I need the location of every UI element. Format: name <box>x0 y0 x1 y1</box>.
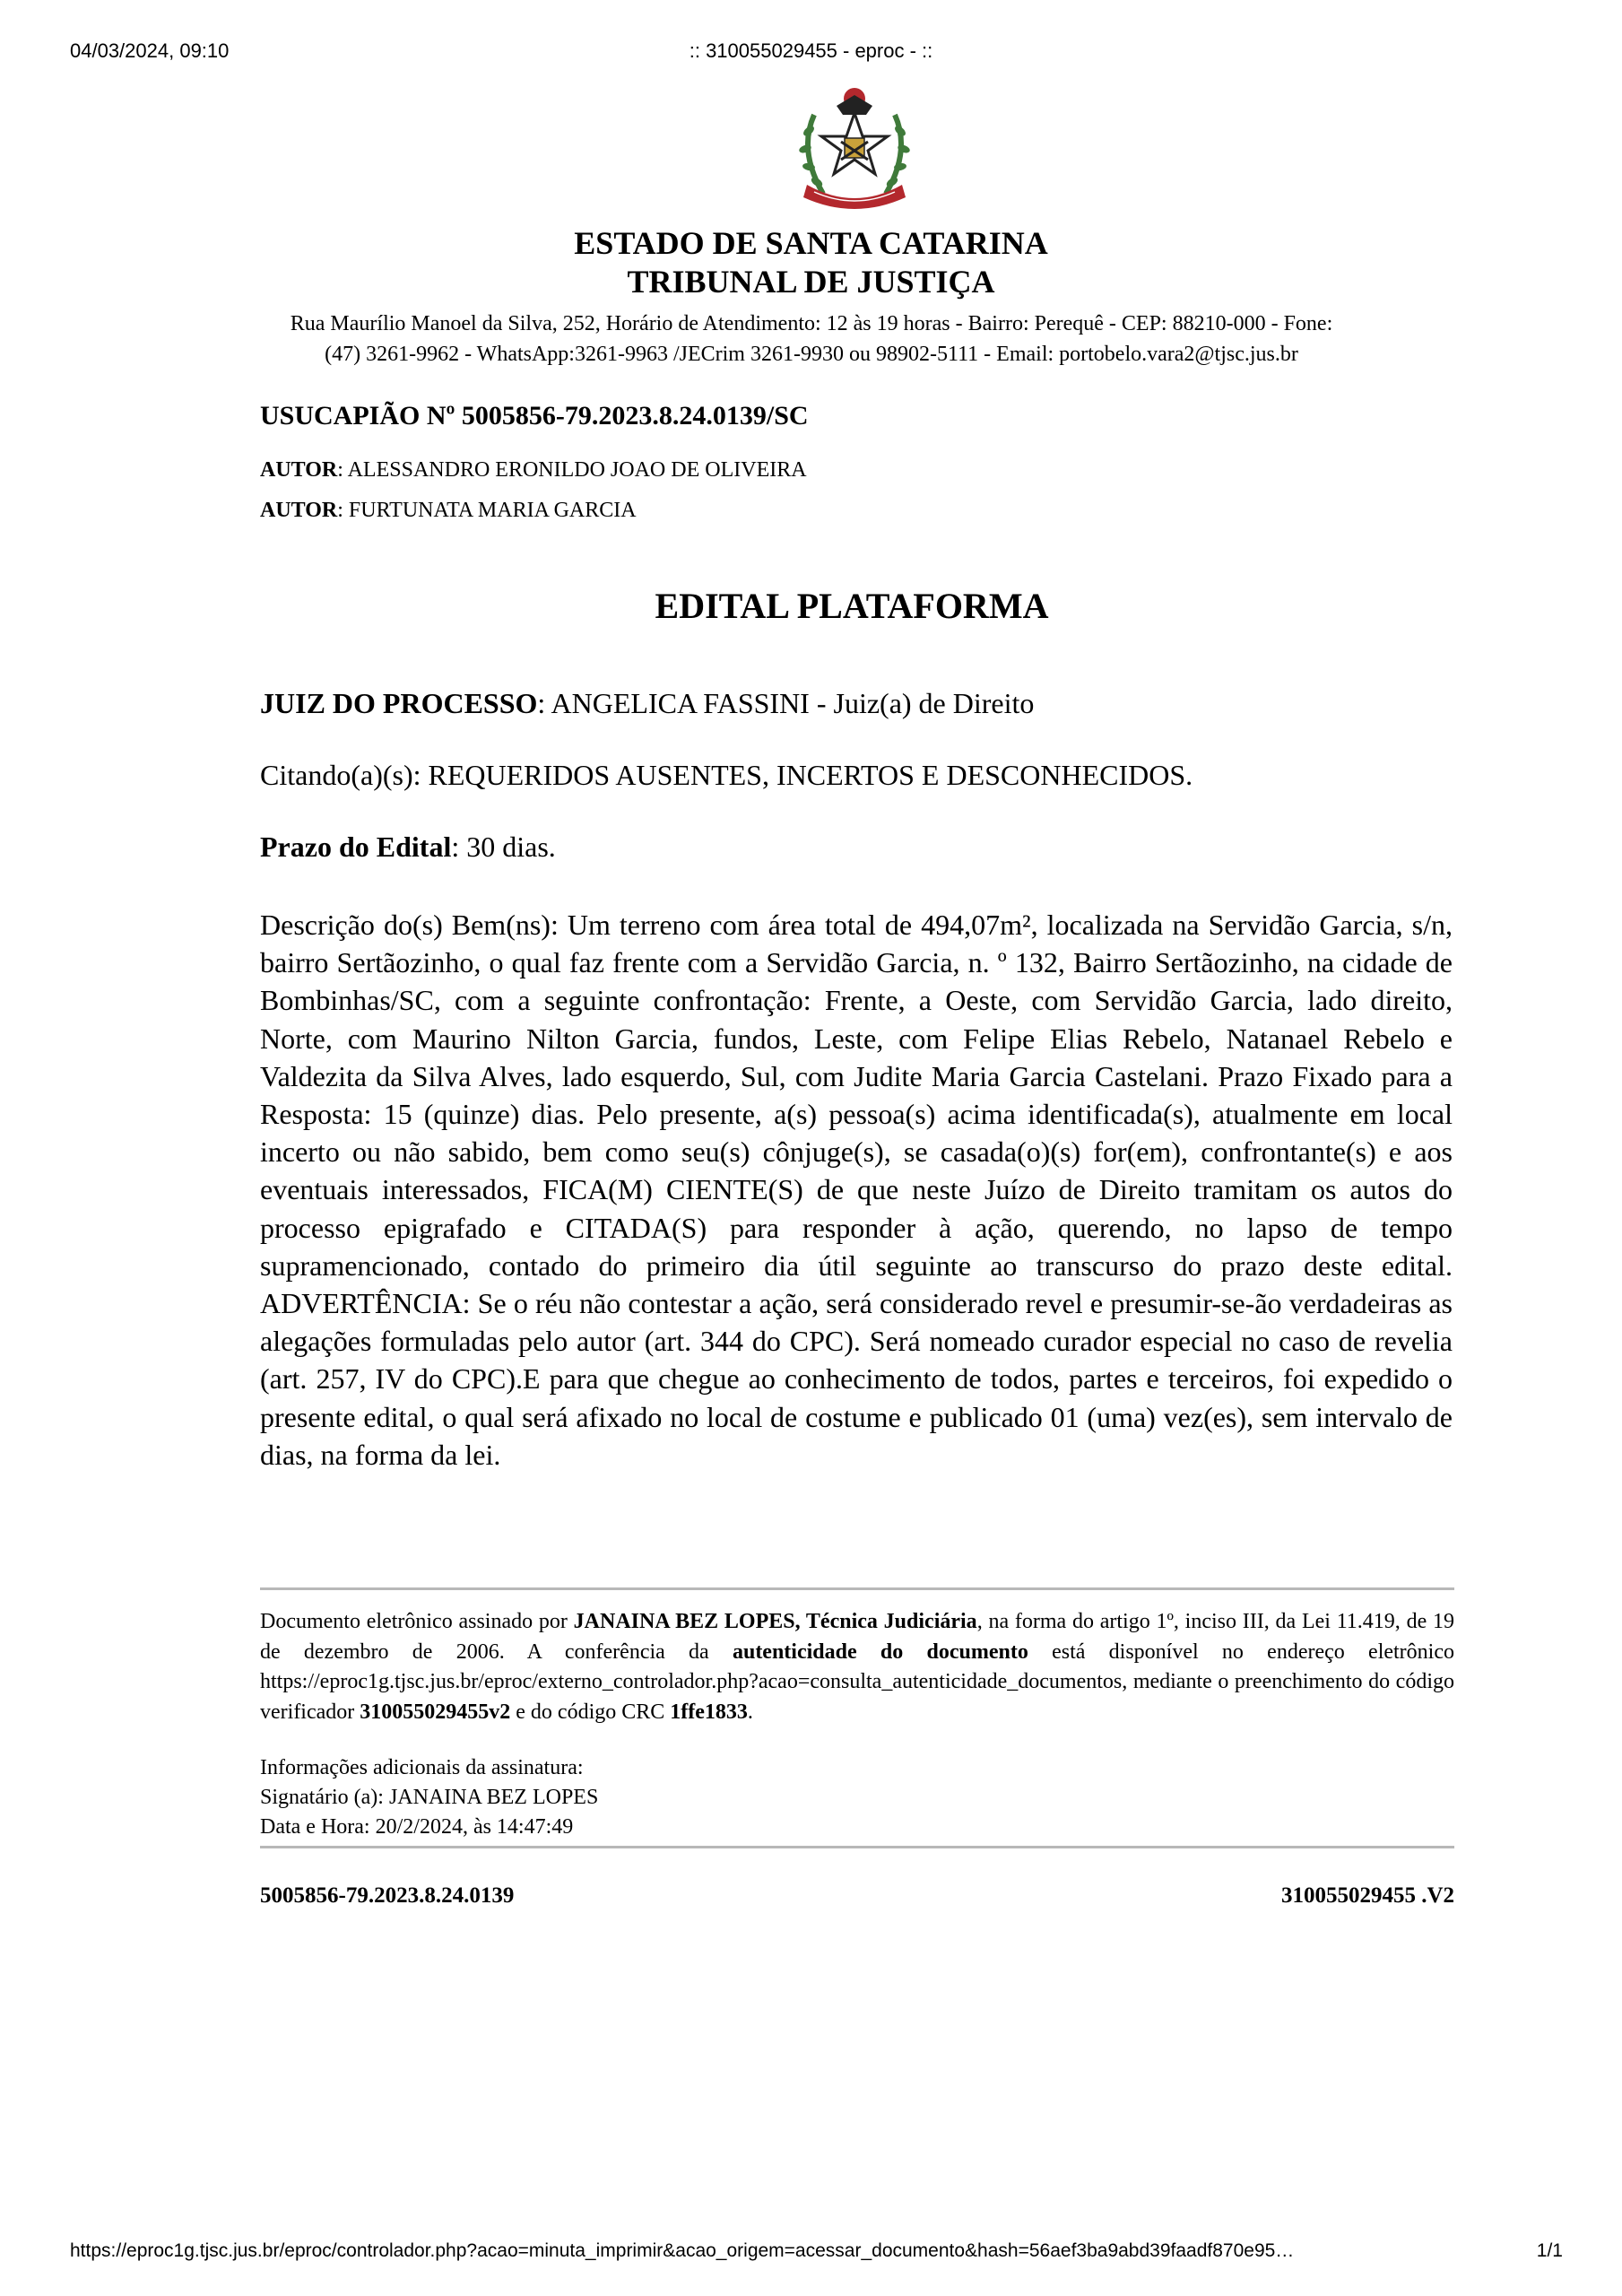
court-address <box>215 309 1408 370</box>
document-title: EDITAL PLATAFORMA <box>655 586 1049 626</box>
sig-text: e do código CRC <box>510 1700 671 1724</box>
divider <box>260 1846 1454 1848</box>
footer-process-number: 5005856-79.2023.8.24.0139 <box>260 1883 515 1908</box>
sig-text: , na forma do artigo 1º, inciso III, da Lei 11.419, de 19 de dezembro de 2006. A conferência da <box>260 1610 1454 1664</box>
footer-document-code: 310055029455 .V2 <box>1280 1883 1454 1908</box>
state-title: ESTADO DE SANTA CATARINA <box>574 225 1048 261</box>
coat-of-arms-icon <box>787 79 922 213</box>
signature-datetime: Data e Hora: 20/2/2024, às 14:47:49 <box>260 1815 574 1839</box>
electronic-signature-note <box>260 1607 1454 1727</box>
address-line-1: Rua Maurílio Manoel da Silva, 252, Horário de Atendimento: 12 às 19 horas - Bairro: Perequê - CEP: 88210-000 - Fone: <box>290 312 1333 335</box>
signer-name: JANAINA BEZ LOPES, Técnica Judiciária <box>573 1610 977 1633</box>
sig-text: está disponível no endereço eletrônico https://eproc1g.tjsc.jus.br/eproc/externo_controlador.php?acao=consulta_autenticidade_documentos, mediante o preenchimento do código verificador <box>260 1639 1454 1724</box>
sig-text: Documento eletrônico assinado por <box>260 1610 574 1633</box>
authenticity-label: autenticidade do documento <box>732 1639 1028 1664</box>
print-url: https://eproc1g.tjsc.jus.br/eproc/controlador.php?acao=minuta_imprimir&acao_origem=acessar_documento&hash=56aef3ba9abd39faadf870e95… <box>70 2240 1295 2261</box>
print-page-title: :: 310055029455 - eproc - :: <box>689 39 933 62</box>
case-number: USUCAPIÃO Nº 5005856-79.2023.8.24.0139/SC <box>260 401 809 430</box>
property-description: Descrição do(s) Bem(ns): Um terreno com área total de 494,07m², localizada na Servidão Garcia, s/n, bairro Sertãozinho, o qual faz frente com a Servidão Garcia, n. º 132, Bairro Sertãozinho, na cidade de Bombinhas/SC, com a seguinte confrontação: Frente, a Oeste, com Servidão Garcia, lado direito, Norte, com Maurino Nilton Garcia, fundos, Leste, com Felipe Elias Rebelo, Natanael Rebelo e Valdezita da Silva Alves, lado esquerdo, Sul, com Judite Maria Garcia Castelani. Prazo Fixado para a Resposta: 15 (quinze) dias. Pelo presente, a(s) pessoa(s) acima identificada(s), atualmente em local incerto ou não sabido, bem como seu(s) cônjuge(s), se casada(o)(s) for(em), confrontante(s) e aos eventuais interessados, FICA(M) CIENTE(S) de que neste Juízo de Direito tramitam os autos do processo epigrafado e CITADA(S) para responder à ação, querendo, no lapso de tempo supramencionado, contado do primeiro dia útil seguinte ao transcurso do prazo deste edital. ADVERTÊNCIA: Se o réu não contestar a ação, será considerado revel e presumir-se-ão verdadeiras as alegações formuladas pelo autor (art. 344 do CPC). Será nomeado curador especial no caso de revelia (art. 257, IV do CPC).E para que chegue ao conhecimento de todos, partes e terceiros, foi expedido o presente edital, o qual será afixado no local de costume e publicado 01 (uma) vez(es), sem intervalo de dias, na forma da lei. <box>260 909 1453 1471</box>
signatory: Signatário (a): JANAINA BEZ LOPES <box>260 1786 599 1809</box>
sig-text: . <box>747 1700 753 1724</box>
party-role: AUTOR <box>260 458 338 482</box>
address-line-2: (47) 3261-9962 - WhatsApp:3261-9963 /JECrim 3261-9930 ou 98902-5111 - Email: portobelo.vara2@tjsc.jus.br <box>325 343 1298 366</box>
court-title: TRIBUNAL DE JUSTIÇA <box>627 264 995 300</box>
party-name: : FURTUNATA MARIA GARCIA <box>337 499 637 522</box>
print-page-number: 1/1 <box>1536 2240 1563 2261</box>
signature-info <box>260 1753 598 1842</box>
signature-info-title: Informações adicionais da assinatura: <box>260 1756 584 1779</box>
deadline-value: : 30 dias. <box>451 831 556 863</box>
deadline-line <box>260 831 556 864</box>
judge-line <box>260 687 1034 720</box>
party-role: AUTOR <box>260 499 338 522</box>
party-author-1 <box>260 458 807 483</box>
cited-line: Citando(a)(s): REQUERIDOS AUSENTES, INCERTOS E DESCONHECIDOS. <box>260 759 1193 791</box>
divider <box>260 1587 1454 1590</box>
print-datetime: 04/03/2024, 09:10 <box>70 39 230 62</box>
crc-code: 1ffe1833 <box>670 1700 748 1724</box>
deadline-label: Prazo do Edital <box>260 831 452 863</box>
party-name: : ALESSANDRO ERONILDO JOAO DE OLIVEIRA <box>337 458 807 482</box>
judge-label: JUIZ DO PROCESSO <box>260 687 538 719</box>
verifier-code: 310055029455v2 <box>360 1700 511 1724</box>
judge-value: : ANGELICA FASSINI - Juiz(a) de Direito <box>537 687 1035 719</box>
party-author-2 <box>260 499 637 523</box>
